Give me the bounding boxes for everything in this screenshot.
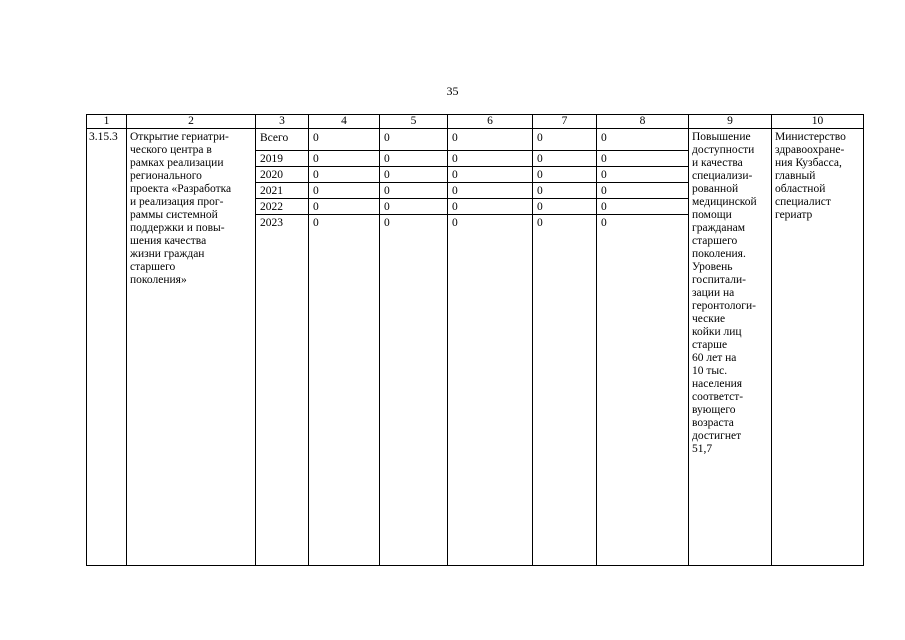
result-line: ческие	[692, 313, 726, 325]
responsible-text	[772, 129, 863, 224]
result-line: медицинской	[692, 196, 757, 208]
col4-value: 0	[309, 183, 379, 199]
responsible-line: главный	[775, 170, 816, 182]
result-line: геронтологи-	[692, 300, 756, 312]
col8-value: 0	[597, 129, 688, 151]
col4-value: 0	[313, 217, 319, 229]
col5-value: 0	[384, 217, 390, 229]
col4-value: 0	[309, 129, 379, 151]
year-2020: 2020	[256, 167, 308, 183]
result-cell	[689, 129, 772, 566]
col5-value: 0	[380, 167, 447, 183]
header-col-8: 8	[597, 115, 689, 129]
header-col-9: 9	[689, 115, 772, 129]
year-2021: 2021	[256, 183, 308, 199]
page-number: 35	[446, 84, 459, 98]
measure-line: поддержки и повы-	[130, 222, 225, 234]
result-line: поколения.	[692, 248, 746, 260]
result-line: старше	[692, 339, 728, 351]
measure-line: регионального	[130, 170, 202, 182]
result-line: возраста	[692, 417, 734, 429]
col7-value: 0	[533, 183, 596, 199]
year-2019: 2019	[256, 151, 308, 167]
col7-value: 0	[537, 217, 543, 229]
result-line: зации на	[692, 287, 735, 299]
measure-line: рамках реализации	[130, 157, 224, 169]
measure-line: Открытие гериатри-	[130, 131, 229, 143]
responsible-line: гериатр	[775, 209, 813, 221]
measure-line: раммы системной	[130, 209, 218, 221]
col7-stack	[533, 129, 596, 231]
header-col-7: 7	[533, 115, 597, 129]
result-line: достигнет	[692, 430, 742, 442]
measure-line: и реализация прог-	[130, 196, 224, 208]
col4-stack	[309, 129, 379, 231]
col5-value: 0	[380, 129, 447, 151]
result-line: населения	[692, 378, 743, 390]
responsible-cell	[772, 129, 864, 566]
col6-cell	[448, 129, 533, 566]
col5-value: 0	[380, 151, 447, 167]
responsible-line: областной	[775, 183, 826, 195]
col6-value: 0	[448, 167, 532, 183]
measure-line: поколения»	[130, 274, 187, 286]
col6-value: 0	[448, 199, 532, 215]
header-row	[87, 115, 864, 129]
result-line: соответст-	[692, 391, 744, 403]
result-line: вующего	[692, 404, 736, 416]
header-col-2: 2	[127, 115, 256, 129]
col8-value: 0	[597, 183, 688, 199]
result-line: 10 тыс.	[692, 365, 728, 377]
col5-value: 0	[380, 183, 447, 199]
row-number: 3.15.3	[89, 131, 118, 143]
result-line: Уровень	[692, 261, 733, 273]
col8-stack	[597, 129, 688, 231]
col6-value: 0	[448, 183, 532, 199]
col8-value: 0	[597, 167, 688, 183]
measures-table	[86, 114, 864, 566]
responsible-line: ния Кузбасса,	[775, 157, 842, 169]
result-line: старшего	[692, 235, 738, 247]
col5-value: 0	[380, 199, 447, 215]
col4-value: 0	[309, 199, 379, 215]
col8-cell	[597, 129, 689, 566]
result-line: Повышение	[692, 131, 751, 143]
result-line: и качества	[692, 157, 743, 169]
col8-value: 0	[601, 217, 607, 229]
col7-value: 0	[533, 167, 596, 183]
measure-cell	[127, 129, 256, 566]
year-total: Всего	[256, 129, 308, 151]
col5-stack	[380, 129, 447, 231]
col8-value: 0	[597, 199, 688, 215]
col6-value: 0	[448, 151, 532, 167]
col8-value: 0	[597, 151, 688, 167]
row-number-cell	[87, 129, 127, 566]
measure-line: старшего	[130, 261, 176, 273]
responsible-line: Министерство	[775, 131, 846, 143]
header-col-6: 6	[448, 115, 533, 129]
years-cell	[256, 129, 309, 566]
col6-stack	[448, 129, 532, 231]
measure-line: шения качества	[130, 235, 207, 247]
result-line: гражданам	[692, 222, 746, 234]
result-line: доступности	[692, 144, 755, 156]
col7-value: 0	[533, 151, 596, 167]
result-line: 60 лет на	[692, 352, 737, 364]
col4-value: 0	[309, 151, 379, 167]
col6-value: 0	[448, 129, 532, 151]
result-line: койки лиц	[692, 326, 742, 338]
measure-line: жизни граждан	[130, 248, 205, 260]
header-col-1: 1	[87, 115, 127, 129]
col5-cell	[380, 129, 448, 566]
header-col-3: 3	[256, 115, 309, 129]
header-col-4: 4	[309, 115, 380, 129]
col7-value: 0	[533, 129, 596, 151]
result-line: рованной	[692, 183, 739, 195]
result-line: помощи	[692, 209, 732, 221]
col4-cell	[309, 129, 380, 566]
measure-line: ческого центра в	[130, 144, 212, 156]
years-stack	[256, 129, 308, 231]
col6-value: 0	[452, 217, 458, 229]
table-row	[87, 129, 864, 566]
year-2023: 2023	[260, 217, 283, 229]
measure-line: проекта «Разработка	[130, 183, 232, 195]
header-col-5: 5	[380, 115, 448, 129]
header-col-10: 10	[772, 115, 864, 129]
col4-value: 0	[309, 167, 379, 183]
year-2022: 2022	[256, 199, 308, 215]
responsible-line: здравоохране-	[775, 144, 845, 156]
col7-value: 0	[533, 199, 596, 215]
result-line: госпитали-	[692, 274, 746, 286]
col7-cell	[533, 129, 597, 566]
measure-text	[127, 129, 255, 289]
result-line: специализи-	[692, 170, 753, 182]
result-text	[689, 129, 771, 458]
result-line: 51,7	[692, 443, 713, 455]
responsible-line: специалист	[775, 196, 831, 208]
